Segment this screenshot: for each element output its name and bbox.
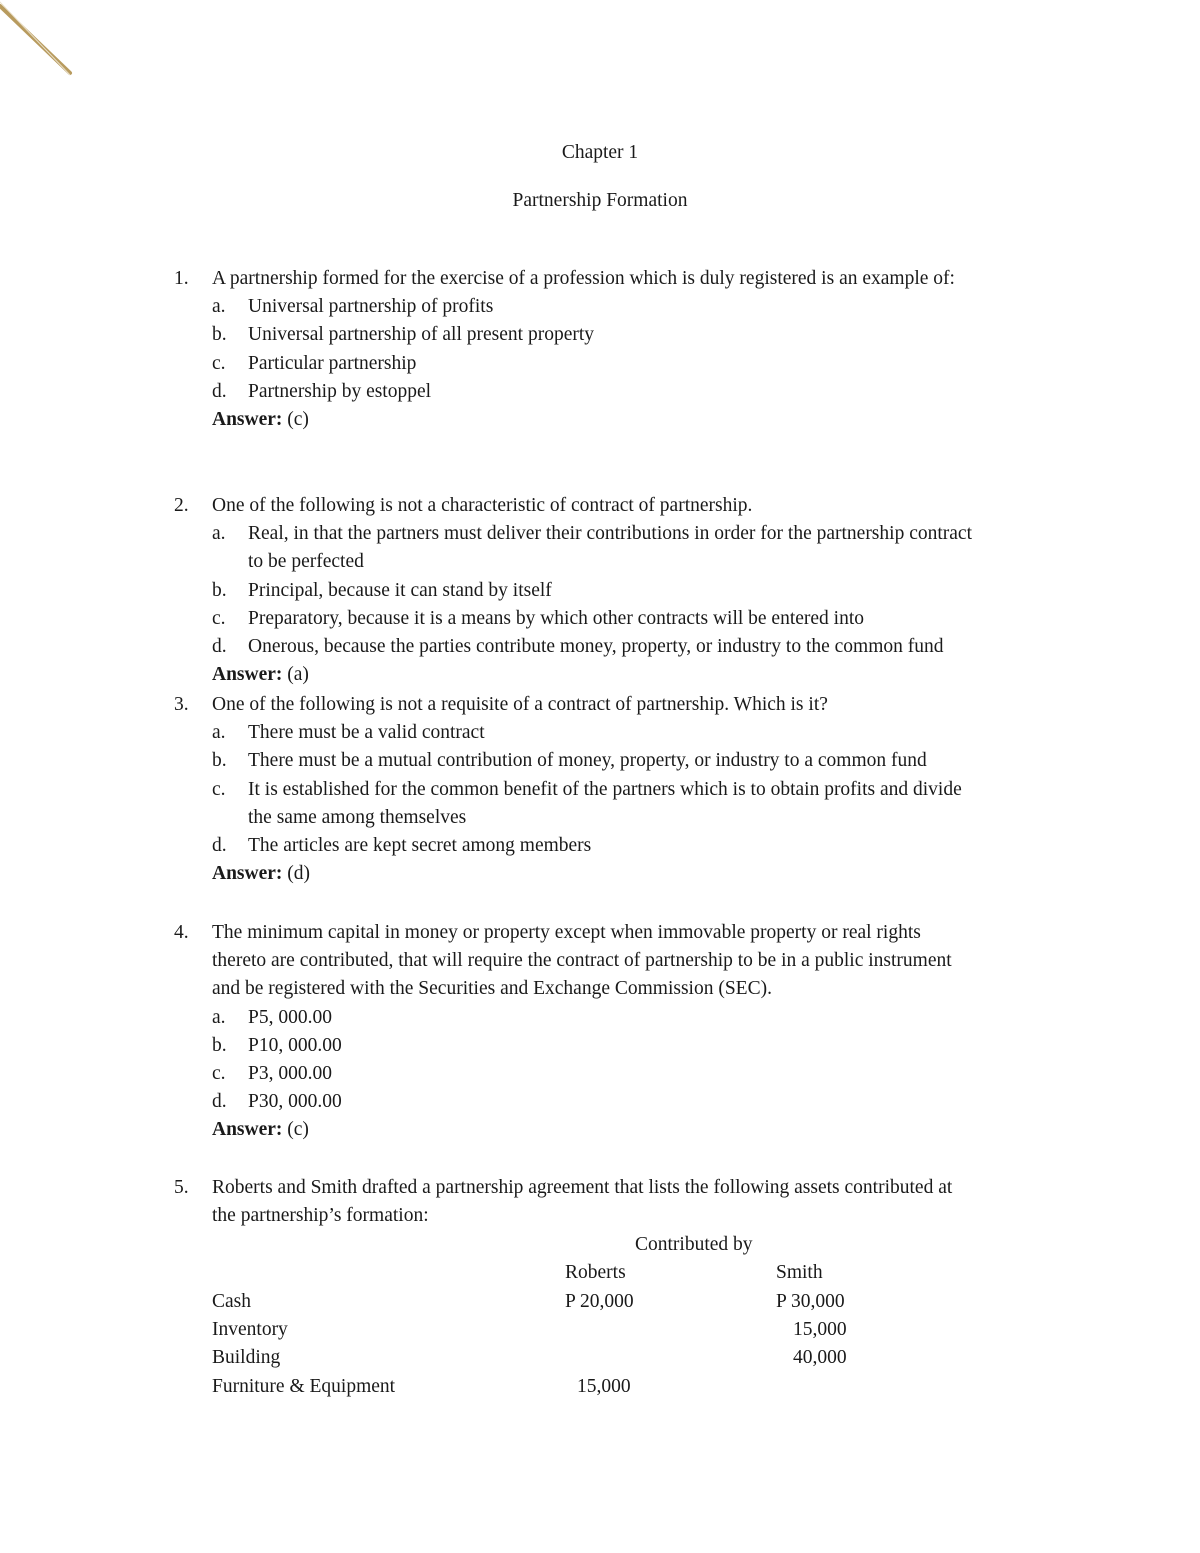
option-text: Partnership by estoppel [248, 380, 432, 402]
table-cell-smith: 40,000 [793, 1347, 847, 1368]
answer-value: (c) [287, 1119, 309, 1141]
table-row-label: Inventory [212, 1319, 288, 1340]
option-text: Universal partnership of profits [248, 296, 494, 318]
option-letter: d. [212, 380, 227, 402]
chapter-heading: Chapter 1 [561, 142, 639, 163]
option-text: P5, 000.00 [248, 1006, 332, 1028]
table-cell-roberts: 15,000 [577, 1376, 631, 1397]
table-row-label: Cash [212, 1291, 251, 1312]
option-text: Preparatory, because it is a means by which other contracts will be entered into [248, 607, 865, 629]
table-row-label: Furniture & Equipment [212, 1376, 396, 1397]
answer-label: Answer: [212, 1119, 283, 1141]
question-text: One of the following is not a characteristic of contract of partnership. [212, 495, 753, 516]
table-cell-roberts: P 20,000 [565, 1291, 634, 1312]
table-group-header: Contributed by [635, 1234, 753, 1255]
option-text: Principal, because it can stand by itself [248, 579, 552, 601]
answer-line [212, 1119, 309, 1141]
option-text: There must be a mutual contribution of money, property, or industry to a common fund [248, 750, 927, 772]
option-letter: c. [212, 1063, 226, 1084]
option-letter: a. [212, 722, 226, 744]
option-text: to be perfected [248, 551, 364, 573]
question-text: and be registered with the Securities and Exchange Commission (SEC). [212, 978, 772, 1000]
option-text: Universal partnership of all present property [248, 324, 595, 346]
chapter-title: Partnership Formation [512, 190, 688, 211]
option-letter: d. [212, 835, 227, 856]
option-text: P10, 000.00 [248, 1034, 342, 1056]
option-letter: d. [212, 1091, 227, 1113]
option-letter: a. [212, 296, 226, 318]
option-text: It is established for the common benefit of the partners which is to obtain profits and divide [248, 778, 962, 800]
question-number: 3. [174, 694, 189, 715]
option-letter: c. [212, 607, 226, 629]
answer-value: (a) [287, 664, 309, 686]
question-number: 4. [174, 922, 189, 943]
answer-value: (d) [287, 863, 311, 885]
table-column-smith: Smith [776, 1262, 823, 1283]
option-text: Onerous, because the parties contribute money, property, or industry to the common fund [248, 636, 944, 657]
option-letter: c. [212, 778, 226, 800]
answer-value: (c) [287, 409, 309, 430]
question-text: the partnership’s formation: [212, 1205, 429, 1227]
option-letter: b. [212, 579, 227, 601]
table-cell-smith: P 30,000 [776, 1291, 845, 1312]
answer-line [212, 863, 310, 885]
option-text: There must be a valid contract [248, 722, 485, 744]
question-text: One of the following is not a requisite of a contract of partnership. Which is it? [212, 694, 828, 715]
option-letter: a. [212, 1006, 226, 1028]
question-number: 1. [174, 268, 189, 289]
corner-decoration [0, 0, 90, 90]
option-letter: b. [212, 750, 227, 772]
table-column-roberts: Roberts [565, 1262, 626, 1283]
answer-label: Answer: [212, 863, 283, 885]
answer-line [212, 664, 309, 686]
option-text: Particular partnership [248, 352, 417, 374]
option-text: The articles are kept secret among members [248, 835, 592, 856]
question-text: thereto are contributed, that will require the contract of partnership to be in a public instrument [212, 950, 952, 972]
option-letter: b. [212, 324, 227, 346]
option-letter: a. [212, 523, 226, 545]
answer-label: Answer: [212, 664, 283, 686]
option-letter: c. [212, 352, 226, 374]
question-text: A partnership formed for the exercise of a profession which is duly registered is an example of: [212, 268, 955, 289]
question-text: Roberts and Smith drafted a partnership agreement that lists the following assets contributed at [212, 1177, 953, 1198]
question-number: 5. [174, 1177, 189, 1198]
option-letter: b. [212, 1034, 227, 1056]
question-text: The minimum capital in money or property except when immovable property or real rights [212, 922, 921, 943]
answer-label: Answer: [212, 409, 283, 430]
table-row-label: Building [212, 1347, 281, 1368]
option-text: P3, 000.00 [248, 1063, 332, 1084]
option-text: the same among themselves [248, 806, 467, 828]
question-number: 2. [174, 495, 189, 516]
option-letter: d. [212, 636, 227, 657]
option-text: Real, in that the partners must deliver their contributions in order for the partnership contract [248, 523, 972, 545]
option-text: P30, 000.00 [248, 1091, 342, 1113]
answer-line [212, 409, 309, 431]
table-cell-smith: 15,000 [793, 1319, 847, 1340]
